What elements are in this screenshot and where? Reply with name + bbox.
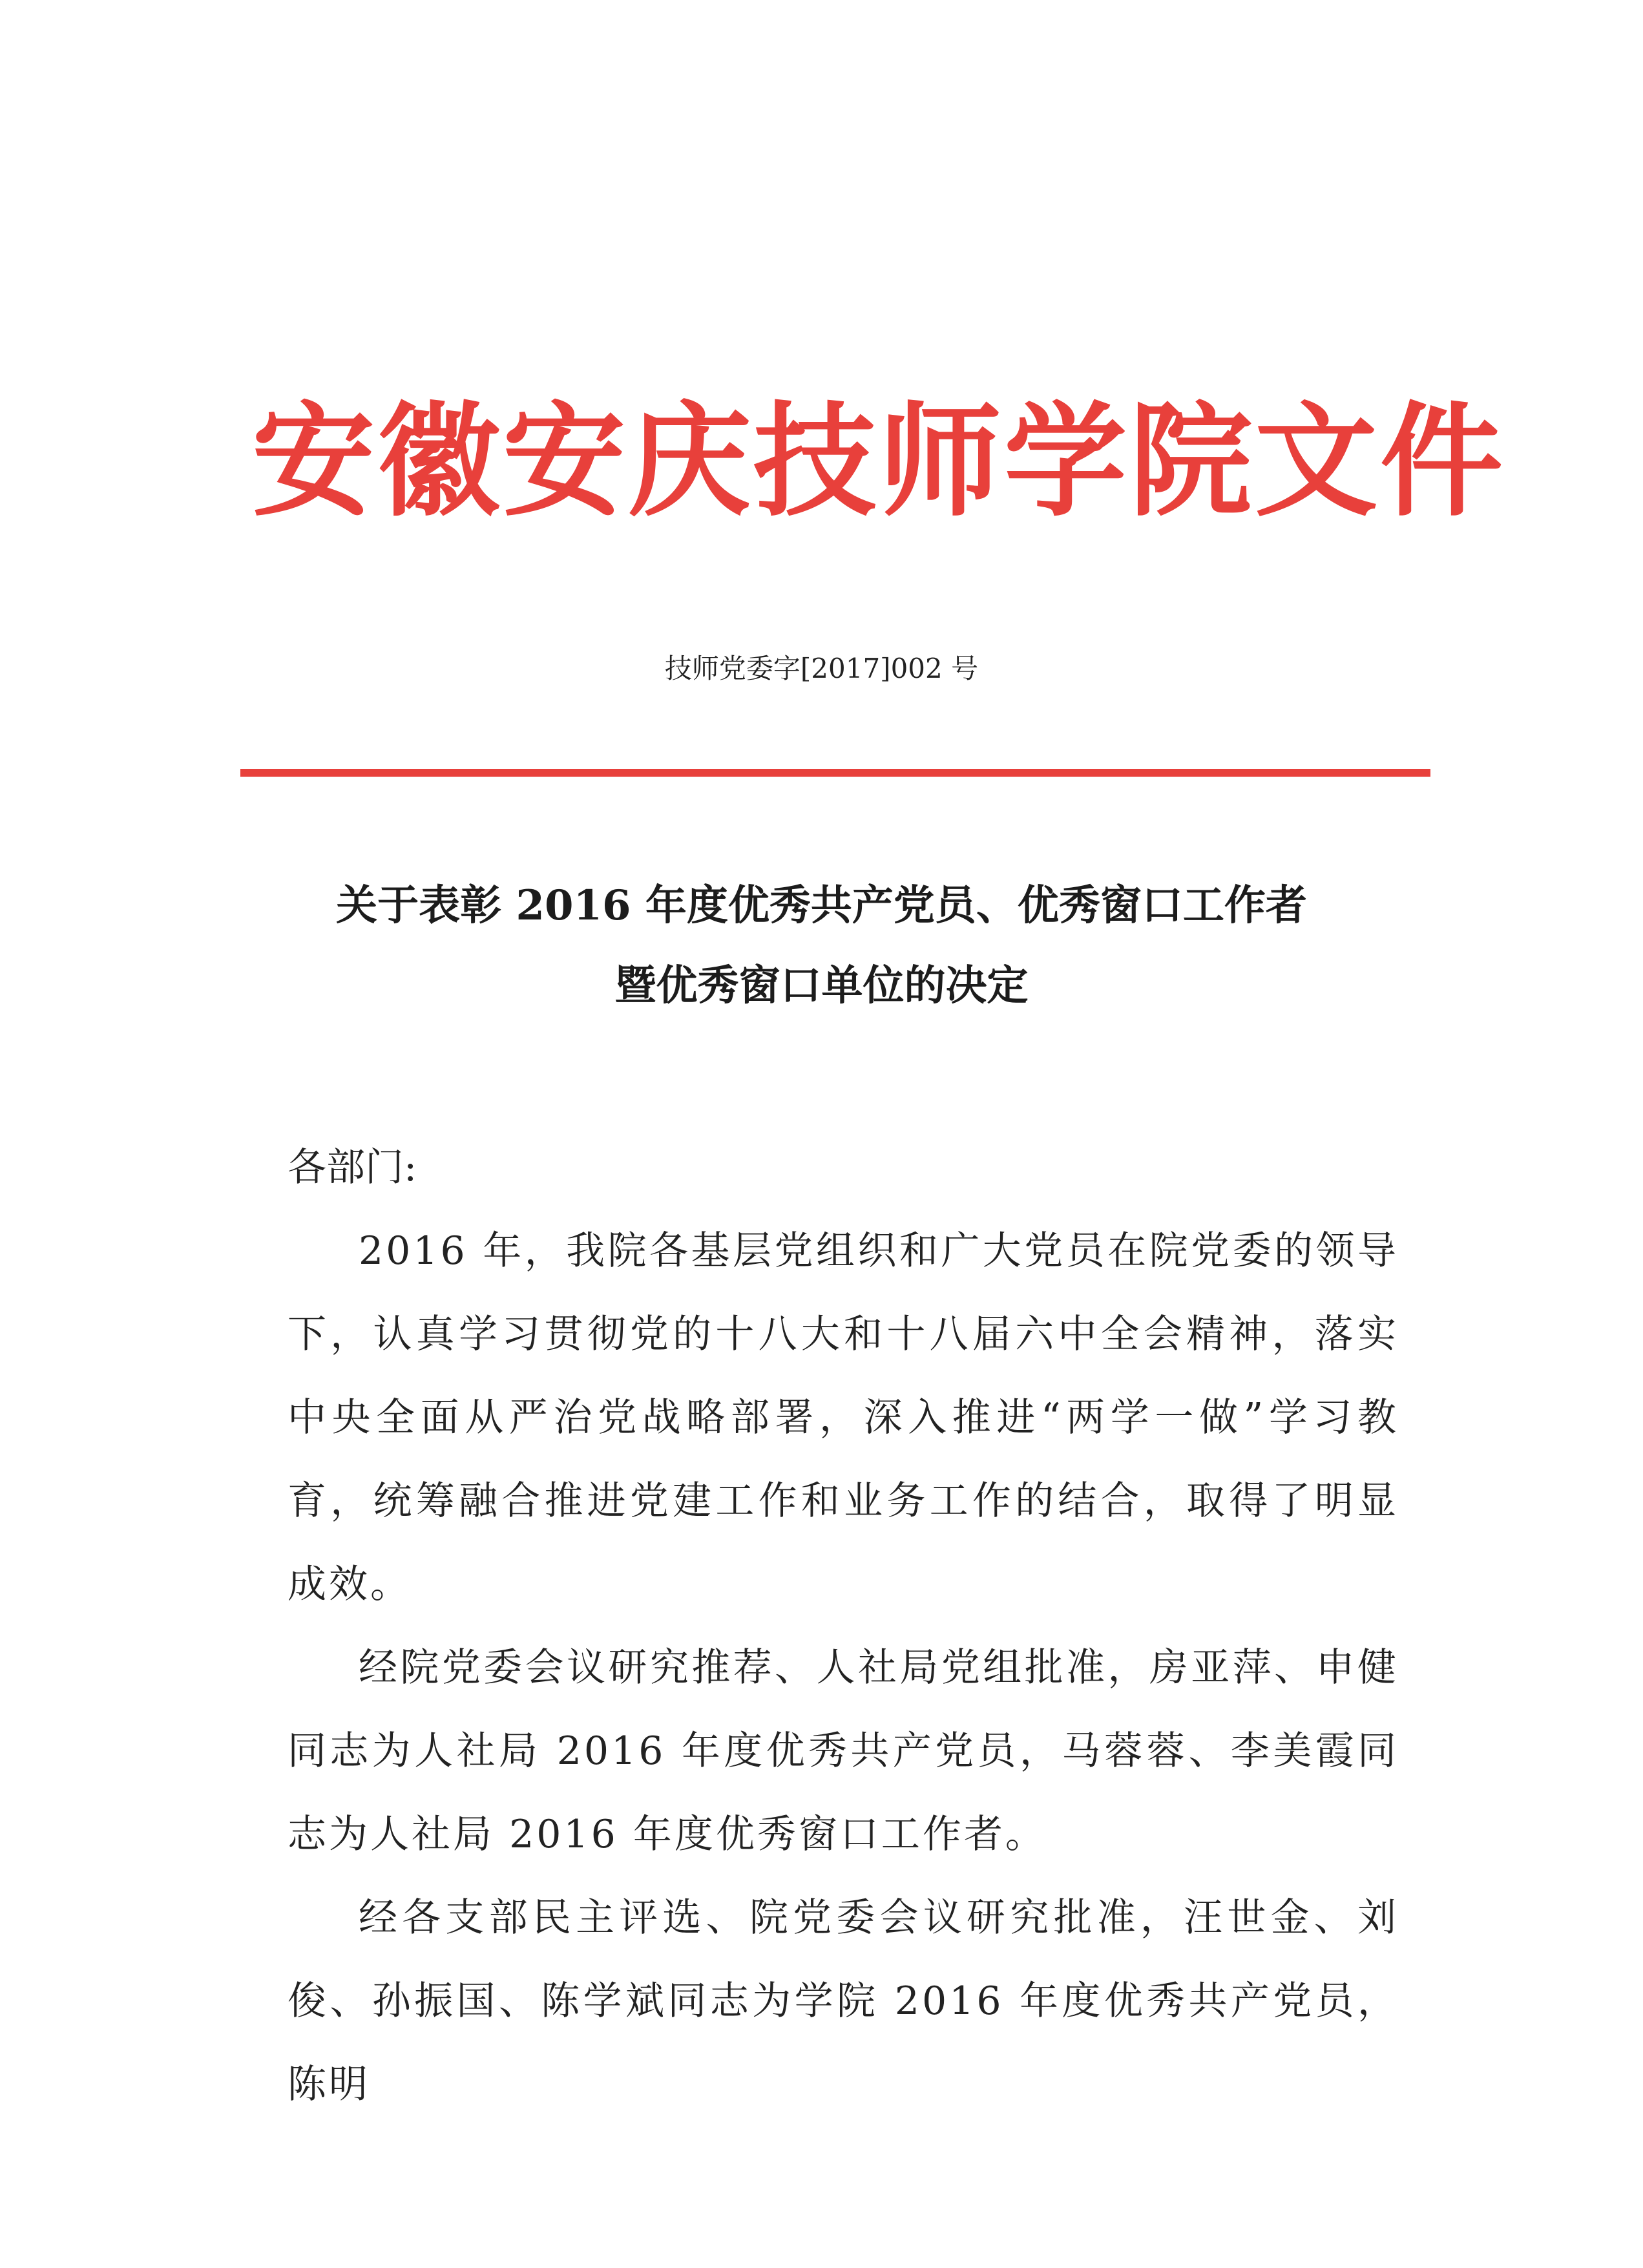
document-title bbox=[0, 866, 1643, 1026]
document-title-line-1: 关于表彰 2016 年度优秀共产党员、优秀窗口工作者 bbox=[336, 881, 1307, 930]
body-paragraph-3: 经各支部民主评选、院党委会议研究批准，汪世金、刘俊、孙振国、陈学斌同志为学院 2016 年度优秀共产党员，陈明 bbox=[288, 1895, 1399, 2107]
body-paragraph-2: 经院党委会议研究推荐、人社局党组批准，房亚萍、申健同志为人社局 2016 年度优秀共产党员，马蓉蓉、李美霞同志为人社局 2016 年度优秀窗口工作者。 bbox=[288, 1645, 1399, 1857]
body-paragraph-1: 2016 年，我院各基层党组织和广大党员在院党委的领导下，认真学习贯彻党的十八大和十八届六中全会精神，落实中央全面从严治党战略部署，深入推进“两学一做”学习教育，统筹融合推进党建工作和业务工作的结合，取得了明显成效。 bbox=[288, 1228, 1399, 1607]
letterhead-title: 安徽安庆技师学院文件 bbox=[252, 390, 1506, 533]
document-number: 技师党委字[2017]002 号 bbox=[664, 653, 979, 684]
document-body bbox=[288, 1126, 1399, 2126]
document-title-line-2: 暨优秀窗口单位的决定 bbox=[614, 961, 1029, 1010]
red-divider-line bbox=[240, 769, 1430, 777]
salutation: 各部门: bbox=[288, 1145, 417, 1190]
